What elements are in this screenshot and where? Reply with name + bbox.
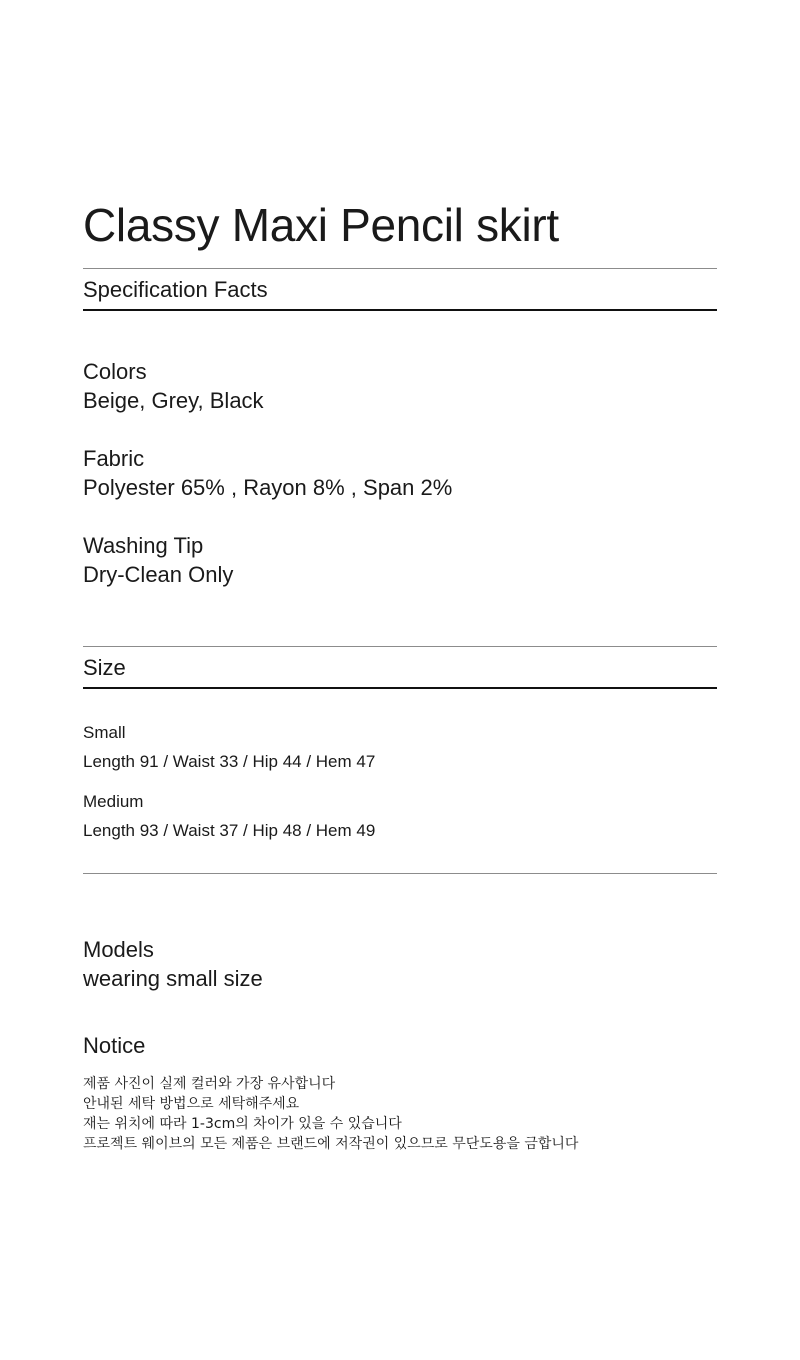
size-medium-label: Medium [83,792,144,811]
divider [83,268,717,269]
notice-line: 프로젝트 웨이브의 모든 제품은 브랜드에 저작권이 있으므로 무단도용을 금합니다 [83,1136,579,1152]
size-small-value: Length 91 / Waist 33 / Hip 44 / Hem 47 [83,752,376,771]
specification-heading: Specification Facts [83,277,268,302]
divider [83,687,717,689]
notice-label: Notice [83,1033,146,1058]
notice-line: 제품 사진이 실제 컬러와 가장 유사합니다 [83,1076,336,1092]
product-title: Classy Maxi Pencil skirt [83,199,559,251]
size-medium-value: Length 93 / Waist 37 / Hip 48 / Hem 49 [83,821,376,840]
divider [83,873,717,874]
fabric-value: Polyester 65% , Rayon 8% , Span 2% [83,475,453,500]
divider [83,309,717,311]
divider [83,646,717,647]
models-value: wearing small size [83,966,263,991]
notice-line: 재는 위치에 따라 1-3cm의 차이가 있을 수 있습니다 [83,1116,402,1132]
size-small-label: Small [83,723,126,742]
notice-line: 안내된 세탁 방법으로 세탁해주세요 [83,1096,300,1112]
models-label: Models [83,937,154,962]
colors-value: Beige, Grey, Black [83,388,264,413]
washing-label: Washing Tip [83,533,204,558]
size-heading: Size [83,655,126,680]
washing-value: Dry-Clean Only [83,562,234,587]
colors-label: Colors [83,359,147,384]
fabric-label: Fabric [83,446,145,471]
